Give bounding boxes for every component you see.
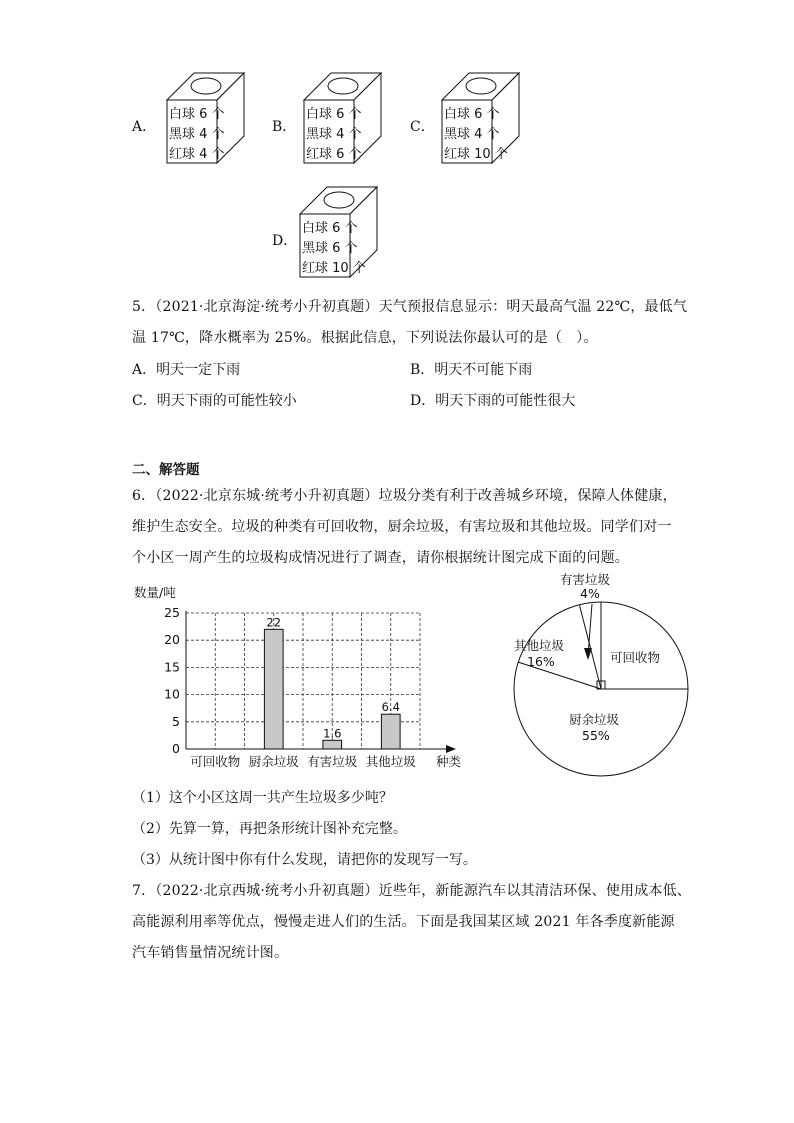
q6-sub2: （2）先算一算，再把条形统计图补充完整。 xyxy=(132,821,407,837)
x-tick-label: 可回收物 xyxy=(190,754,241,769)
svg-text:红球 10 个: 红球 10 个 xyxy=(302,261,366,276)
q7-line3: 汽车销售量情况统计图。 xyxy=(132,945,289,961)
option-c-box[interactable] xyxy=(441,72,521,167)
q6-sub3: （3）从统计图中你有什么发现，请把你的发现写一写。 xyxy=(132,852,477,868)
y-tick-label: 20 xyxy=(164,632,180,648)
hole-icon xyxy=(466,78,496,94)
bar-value-label: 22 xyxy=(266,615,282,630)
bar-value-label: 1.6 xyxy=(323,726,342,741)
q5-option-c[interactable]: C．明天下雨的可能性较小 xyxy=(132,393,297,409)
svg-text:黑球 4 个: 黑球 4 个 xyxy=(306,127,362,142)
bar-chart-ylabel: 数量/吨 xyxy=(134,585,176,600)
hole-icon xyxy=(324,192,354,208)
pie-label-kitchen-name: 厨余垃圾 xyxy=(569,712,620,727)
bar xyxy=(381,714,400,749)
option-b-letter[interactable]: B． xyxy=(272,119,297,135)
q7-line2: 高能源利用率等优点，慢慢走进人们的生活。下面是我国某区域 2021 年各季度新能源 xyxy=(132,914,675,930)
x-tick-label: 其他垃圾 xyxy=(365,754,416,769)
option-a-box[interactable] xyxy=(166,72,246,167)
y-tick-label: 15 xyxy=(164,659,180,675)
hole-icon xyxy=(328,78,358,94)
pie-label-other-name: 其他垃圾 xyxy=(514,638,565,653)
x-tick-label: 有害垃圾 xyxy=(307,754,358,769)
q6-line2: 维护生态安全。垃圾的种类有可回收物，厨余垃圾，有害垃圾和其他垃圾。同学们对一 xyxy=(132,519,672,535)
bar-value-label: 6.4 xyxy=(381,700,400,715)
pie-label-hazardous-pct: 4% xyxy=(580,586,600,601)
svg-text:白球 6 个: 白球 6 个 xyxy=(302,221,358,236)
svg-text:白球 6 个: 白球 6 个 xyxy=(444,107,500,122)
option-d-letter[interactable]: D． xyxy=(272,233,298,249)
pie-label-recyclable-name: 可回收物 xyxy=(610,650,661,665)
bar-chart-xlabel: 种类 xyxy=(436,754,462,769)
q5-line2: 温 17℃，降水概率为 25%。根据此信息，下列说法你最认可的是（ ）。 xyxy=(132,330,598,346)
svg-text:红球 6 个: 红球 6 个 xyxy=(306,147,362,162)
bar-chart-yticks xyxy=(164,605,180,756)
svg-text:黑球 6 个: 黑球 6 个 xyxy=(302,241,358,256)
section-title: 二、解答题 xyxy=(132,462,200,478)
q5-option-b[interactable]: B．明天不可能下雨 xyxy=(410,362,533,378)
pie-label-kitchen-pct: 55% xyxy=(582,728,610,743)
pie-label-hazardous-name: 有害垃圾 xyxy=(560,572,611,587)
y-tick-label: 25 xyxy=(164,605,180,620)
bar-chart-xlabels xyxy=(190,754,416,769)
q6-line3: 个小区一周产生的垃圾构成情况进行了调查，请你根据统计图完成下面的问题。 xyxy=(132,550,629,566)
q7-line1: 7．（2022·北京西城·统考小升初真题）近些年，新能源汽车以其清洁环保、使用成本低、 xyxy=(132,883,692,899)
y-tick-label: 0 xyxy=(172,741,180,756)
q5-option-a[interactable]: A．明天一定下雨 xyxy=(132,362,241,378)
bar xyxy=(264,629,283,749)
x-tick-label: 厨余垃圾 xyxy=(248,754,299,769)
option-a-letter[interactable]: A． xyxy=(132,119,157,135)
option-b-box[interactable] xyxy=(303,72,383,167)
pie-label-other-pct: 16% xyxy=(527,654,555,669)
option-d-box[interactable] xyxy=(299,186,379,281)
y-tick-label: 10 xyxy=(164,686,180,702)
q6-sub1: （1）这个小区这周一共产生垃圾多少吨？ xyxy=(132,790,393,806)
bar-chart xyxy=(130,575,475,775)
y-tick-label: 5 xyxy=(172,713,180,729)
svg-text:白球 6 个: 白球 6 个 xyxy=(306,107,362,122)
q5-option-d[interactable]: D．明天下雨的可能性很大 xyxy=(410,393,576,409)
svg-text:白球 6 个: 白球 6 个 xyxy=(169,107,225,122)
x-axis-arrow-icon xyxy=(446,745,456,753)
svg-text:黑球 4 个: 黑球 4 个 xyxy=(169,127,225,142)
bar xyxy=(323,740,342,749)
q6-line1: 6．（2022·北京东城·统考小升初真题）垃圾分类有利于改善城乡环境，保障人体健康， xyxy=(132,488,677,504)
svg-text:黑球 4 个: 黑球 4 个 xyxy=(444,127,500,142)
hole-icon xyxy=(191,78,221,94)
q5-line1: 5．（2021·北京海淀·统考小升初真题）天气预报信息显示：明天最高气温 22℃，最低气 xyxy=(132,299,688,315)
svg-text:红球 4 个: 红球 4 个 xyxy=(169,147,225,162)
svg-text:红球 10 个: 红球 10 个 xyxy=(444,147,508,162)
option-c-letter[interactable]: C． xyxy=(410,119,435,135)
pie-chart xyxy=(500,566,700,796)
